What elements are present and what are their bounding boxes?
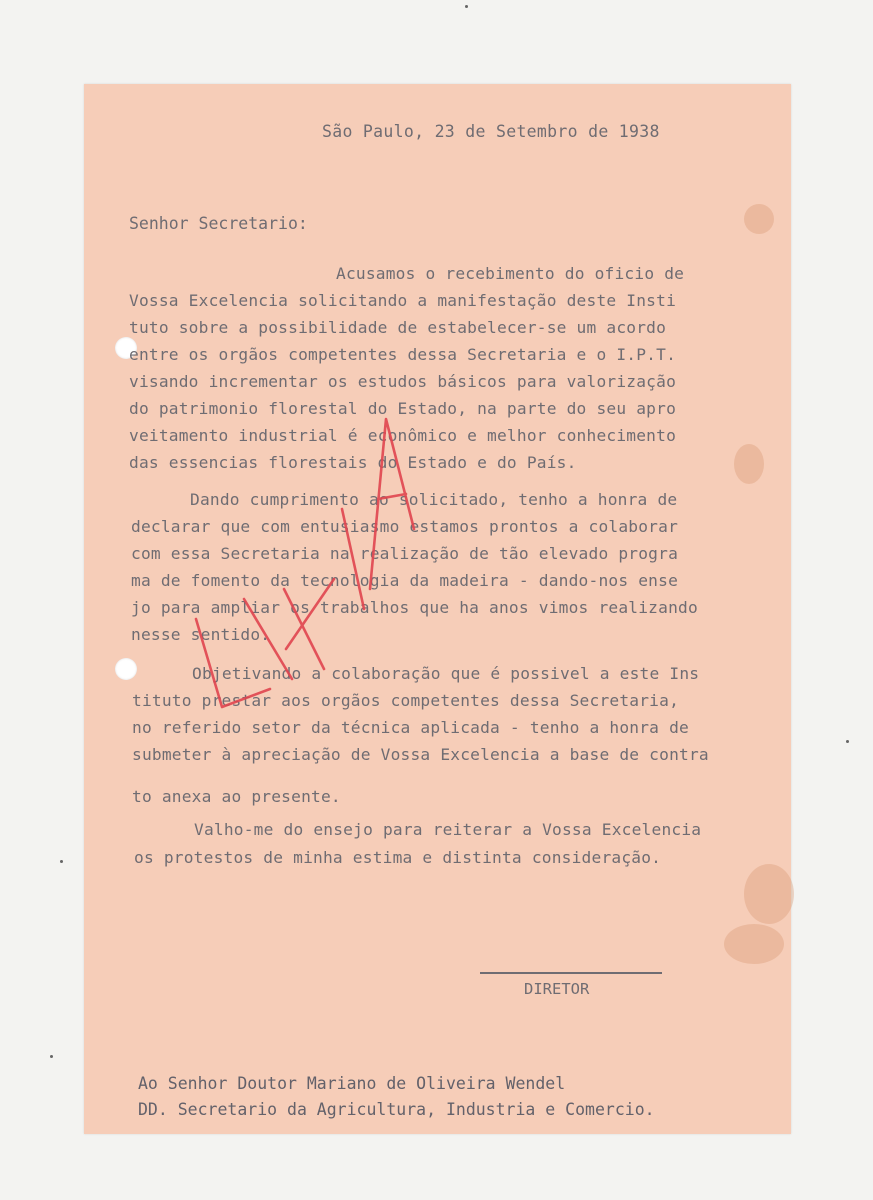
addressee-line: DD. Secretario da Agricultura, Industria e Comercio. <box>138 1100 655 1119</box>
paragraph-2-line: com essa Secretaria na realização de tão elevado progra <box>131 544 679 563</box>
paragraph-2-line: nesse sentido. <box>131 625 271 644</box>
addressee-line: Ao Senhor Doutor Mariano de Oliveira Wendel <box>138 1074 566 1093</box>
dust-speck <box>60 860 63 863</box>
paragraph-1-line: Acusamos o recebimento do oficio de <box>336 264 685 283</box>
paragraph-2-line: ma de fomento da tecnologia da madeira - dando-nos ense <box>131 571 679 590</box>
paragraph-2-line: jo para ampliar os trabalhos que ha anos vimos realizando <box>131 598 698 617</box>
paragraph-3-line: no referido setor da técnica aplicada - tenho a honra de <box>132 718 689 737</box>
paragraph-1-line: entre os orgãos competentes dessa Secretaria e o I.P.T. <box>129 345 677 364</box>
paragraph-3-line: submeter à apreciação de Vossa Excelencia a base de contra <box>132 745 709 764</box>
paper-stain <box>744 204 774 234</box>
salutation: Senhor Secretario: <box>129 214 308 233</box>
paragraph-4-line: os protestos de minha estima e distinta consideração. <box>134 848 662 867</box>
paragraph-4-line: Valho-me do ensejo para reiterar a Vossa Excelencia <box>194 820 702 839</box>
paper-stain <box>734 444 764 484</box>
letter-date: São Paulo, 23 de Setembro de 1938 <box>322 122 660 141</box>
paper-stain <box>744 864 794 924</box>
signature-line <box>480 972 662 974</box>
paragraph-2-line: Dando cumprimento ao solicitado, tenho a honra de <box>190 490 678 509</box>
paper-stain <box>724 924 784 964</box>
paragraph-1-line: tuto sobre a possibilidade de estabelecer-se um acordo <box>129 318 667 337</box>
paragraph-1-line: visando incrementar os estudos básicos para valorização <box>129 372 677 391</box>
paragraph-1-line: Vossa Excelencia solicitando a manifestação deste Insti <box>129 291 677 310</box>
paragraph-3-line: to anexa ao presente. <box>132 787 341 806</box>
paragraph-1-line: do patrimonio florestal do Estado, na parte do seu apro <box>129 399 677 418</box>
dust-speck <box>846 740 849 743</box>
dust-speck <box>465 5 468 8</box>
paragraph-1-line: das essencias florestais do Estado e do País. <box>129 453 577 472</box>
letter-sheet <box>84 84 791 1134</box>
paragraph-3-line: Objetivando a colaboração que é possivel a este Ins <box>192 664 700 683</box>
punch-hole-bottom <box>115 658 137 680</box>
signature-title: DIRETOR <box>524 980 590 998</box>
paragraph-2-line: declarar que com entusiasmo estamos prontos a colaborar <box>131 517 679 536</box>
paragraph-1-line: veitamento industrial é econômico e melhor conhecimento <box>129 426 677 445</box>
paragraph-3-line: tituto prestar aos orgãos competentes dessa Secretaria, <box>132 691 680 710</box>
dust-speck <box>50 1055 53 1058</box>
